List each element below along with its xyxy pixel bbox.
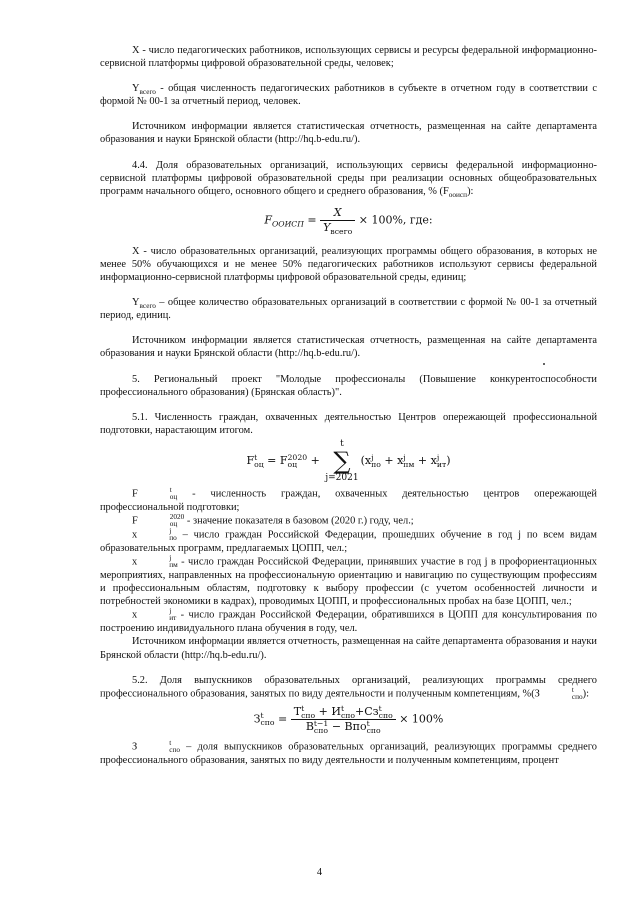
formula-fooisp: $F_{ООИСП}$ = $\frac{X}{Y_{всего}}$ × 100%, где: [264, 205, 433, 237]
scan-speck [543, 363, 545, 365]
paragraph-xpm-def: x j пм - число граждан Российской Федерации, принявших участие в год j в профориентационных мероприятиях, направленных на профессиональную ориентацию и навигацию по существующим профессиям и профессиональным областям, подготовку к выбору профессии (с учетом особенностей личности и потребностей экономики в кадрах), проводимых ЦОПП, и профессиональных пробах на базе ЦОПП, чел.; [100, 554, 597, 608]
paragraph-5-1-heading: 5.1. Численность граждан, охваченных деятельностью Центров опережающей профессиональной подготовки, нарастающим итогом. [100, 411, 597, 436]
paragraph-xpo-def: x j по – число граждан Российской Федерации, прошедших обучение в год j по всем видам образовательных программ, предлагаемых ЦОПП, чел.; [100, 526, 597, 554]
paragraph-zspo-def: З t спо – доля выпускников образовательных организаций, реализующих программы среднего профессионального образования, занятых по виду деятельности и полученным компетенциям, процент [100, 738, 597, 766]
paragraph-5-2-heading: 5.2. Доля выпускников образовательных организаций, реализующих программы среднего профессионального образования, занятых по виду деятельности и полученным компетенциям, %(З t спо ): [100, 674, 597, 701]
paragraph-f2020-def: F 2020 оц - значение показателя в базовом (2020 г.) году, чел.; [132, 512, 414, 528]
paragraph-y-orgs: $Y_{всего}$ – общее количество образовательных организаций в соответствии с формой № 00-1 за отчетный период, единиц. [100, 297, 597, 322]
sum-sign: t ∑ j=2021 [325, 438, 359, 483]
paragraph-x-definition: X - число педагогических работников, использующих сервисы и ресурсы федеральной информационно-сервисной платформы цифровой образовательной среды, человек; [100, 45, 597, 70]
page-content [100, 44, 597, 767]
paragraph-source-1: Источником информации является статистическая отчетность, размещенная на сайте департамента образования и науки Брянской области (http://hq.b-edu.ru/). [100, 121, 597, 146]
paragraph-y-definition: $Y_{всего}$ - общая численность педагогических работников в субъекте в отчетном году в соответствии с формой № 00-1 за отчетный период, человек. [100, 83, 597, 108]
paragraph-source-2: Источником информации является статистическая отчетность, размещенная на сайте департамента образования и науки Брянской области (http://hq.b-edu.ru/). [100, 335, 597, 360]
paragraph-source-3: Источником информации является отчетность, размещенная на сайте департамента образования и науки Брянской области (http://hq.b-edu.ru/). [100, 636, 597, 661]
paragraph-4-4-heading: 4.4. Доля образовательных организаций, использующих сервисы федеральной информационно-сервисной платформы цифровой образовательной среды при реализации основных общеобразовательных программ начального общего, основного общего и среднего образования, % $(F_{ооисп})$: [100, 159, 597, 199]
paragraph-xit-def: x j ит - число граждан Российской Федерации, обратившихся в ЦОПП для консультирования по построению индивидуального плана обучения в году, чел. [100, 607, 597, 635]
paragraph-project-5: 5. Региональный проект "Молодые профессионалы (Повышение конкурентоспособности профессионального образования) (Брянская область)". [100, 373, 597, 398]
paragraph-foc-def: F t оц - численность граждан, охваченных деятельностью центров опережающей профессиональной подготовки; [100, 485, 597, 513]
formula-zspo: З t спо = Т t спо + И t спо +Сз t спо В t−1 спо − Впо t спо × 100% [253, 703, 444, 735]
page-number: 4 [316, 867, 323, 878]
formula-foc: F t оц = F 2020 оц + t ∑ j=2021(x j по + x j пм + x j ит ) [246, 438, 451, 483]
paragraph-x-orgs: X - число образовательных организаций, реализующих программы общего образования, в которых не менее 50% обучающихся и не менее 50% педагогических работников используют сервисы федеральной информационно-сервисной платформы цифровой образовательной среды, единиц; [100, 245, 597, 284]
